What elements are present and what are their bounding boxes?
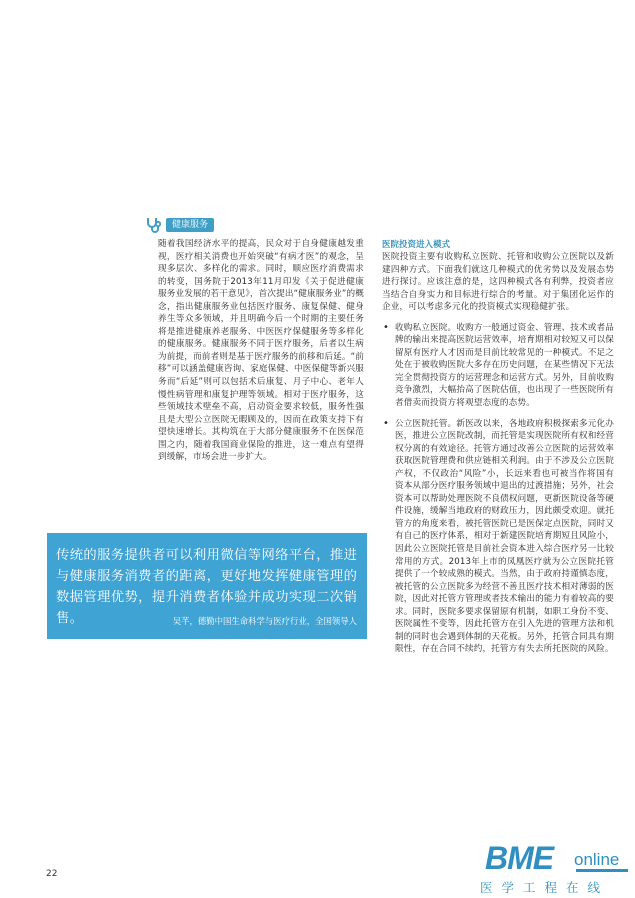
pull-quote-box (47, 533, 367, 639)
right-intro-text: 医院投资主要有收购私立医院、托管和收购公立医院以及新建四种方式。下面我们就这几种模式的优劣势以及发展态势进行探讨。应该注意的是，这四种模式各有利弊，投资者应当结合自身实力和目标进行综合的考量。对于集团化运作的企业，可以考虑多元化的投资模式实现稳健扩张。 (382, 252, 614, 313)
section-header (145, 216, 214, 234)
right-column (382, 238, 614, 664)
bullet-item (382, 322, 614, 410)
logo-underline (576, 869, 628, 872)
pull-quote-attribution: 吴芊，德勤中国生命科学与医疗行业，全国领导人 (172, 616, 357, 626)
bullet-list (382, 322, 614, 656)
section-tag: 健康服务 (166, 218, 214, 232)
bullet-dot-icon: • (383, 321, 390, 333)
stethoscope-icon (145, 216, 163, 234)
logo-slogan: 医学工程在线 (480, 880, 610, 895)
bullet-item (382, 418, 614, 656)
bullet-dot-icon: • (383, 417, 390, 429)
bme-online-logo (468, 838, 635, 898)
left-column (158, 238, 364, 464)
logo-brand: BME (485, 840, 554, 876)
bullet-text: 收购私立医院。收购方一般通过资金、管理、技术或者品牌的输出来提高医院运营效率，培育期相对较短又可以保留原有医疗人才因而是目前比较常见的一种模式。不足之处在于被收购医院大多存在历史问题，在某些情况下无法完全贯彻投资方的运营理念和运营方式。另外，目前收购竞争激烈，大幅抬高了医院估值，也出现了一些医院所有者借卖而投资方将观望态度的态势。 (395, 322, 614, 409)
right-subheading: 医院投资进入模式 (382, 239, 451, 249)
bullet-text: 公立医院托管。新医改以来，各地政府积极探索多元化办医，推进公立医院改制，而托管是实现医院所有权和经营权分离的有效途径。托管方通过改善公立医院的运营效率获取医院管理费和供应链相关利润。由于不涉及公立医院产权，不仅政治“风险”小，长远来看也可被当作将国有资本从部分医疗服务领域中退出的过渡措施；另外，社会资本可以帮助处理医院不良债权问题，更新医院设备等硬件设施，缓解当地政府的财政压力，因此颇受欢迎。就托管方的角度来看，被托管医院已是医保定点医院，同时又有自己的医疗体系，相对于新建医院培育期短且风险小，因此公立医院托管是目前社会资本进入综合医疗另一比较常用的方式。2013年上市的凤凰医疗就为公立医院托管提供了一个较成熟的模式。当然，由于政府持谨慎态度，被托管的公立医院多为经营不善且医疗技术相对薄弱的医院，因此对托管方管理或者技术输出的能力有着较高的要求。同时，医院多要求保留原有机制，如职工身份不变、医院属性不变等，因此托管方在引入先进的管理方法和机制的同时也会遇到体制的天花板。另外，托管合同具有期限性，存在合同不续约，托管方有失去所托医院的风险。 (395, 418, 614, 655)
logo-suffix: online (574, 850, 620, 869)
pull-quote-text: 传统的服务提供者可以利用微信等网络平台，推进与健康服务消费者的距离，更好地发挥健康管理的数据管理优势，提升消费者体验并成功实现二次销售。 (56, 548, 358, 626)
page-number: 22 (46, 869, 58, 879)
left-body-text: 随着我国经济水平的提高，民众对于自身健康越发重视，医疗相关消费也开始突破“有病才医”的观念，呈现多层次、多样化的需求。同时，顺应医疗消费需求的转变，国务院于2013年11月印发《关于促进健康服务业发展的若干意见》，首次提出“健康服务业”的概念，指出健康服务业包括医疗服务、康复保健、健身养生等众多领域，并且明确今后一个时期的主要任务将是推进健康养老服务、中医医疗保健服务等多样化的健康服务。健康服务不同于医疗服务，后者以生病为前提，而前者则是基于医疗服务的前移和后延。“前移”可以涵盖健康咨询、家庭保健、中医保健等新兴服务而“后延”则可以包括术后康复、月子中心、老年人慢性病管理和康复护理等领域。相对于医疗服务，这些领域技术壁垒不高，启动资金要求较低，服务性强且是大型公立医院无暇顾及的，因而在政策支持下有望快速增长。其构筑在于大部分健康服务不在医保范围之内，随着我国商业保险的推进，这一难点有望得到缓解，市场会进一步扩大。 (158, 239, 365, 463)
